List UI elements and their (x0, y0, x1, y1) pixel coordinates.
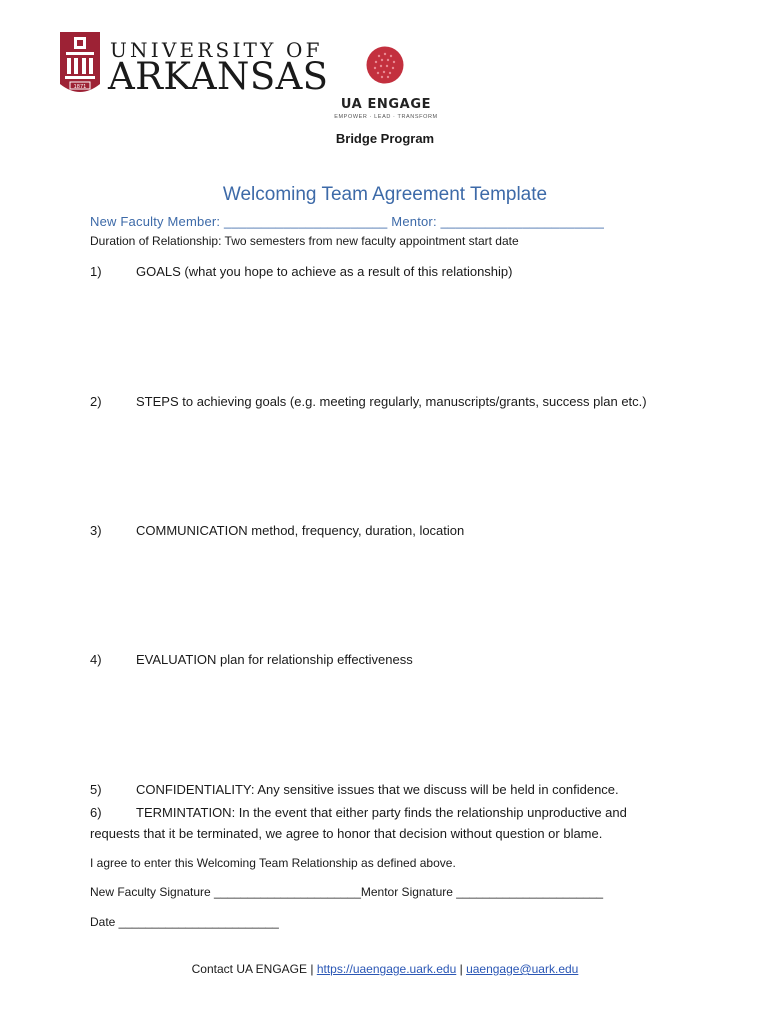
item-communication (90, 523, 464, 538)
termination-continuation: requests that it be terminated, we agree to honor that decision without question or blame. (90, 826, 603, 841)
engage-title: UA ENGAGE (340, 97, 432, 112)
item-evaluation (90, 652, 413, 667)
engage-dot-icon (366, 46, 404, 84)
university-line-2: ARKANSAS (108, 55, 329, 98)
item-number: 2) (90, 394, 102, 409)
contact-website-link[interactable]: https://uaengage.uark.edu (316, 962, 457, 976)
ua-engage-logo (330, 46, 442, 122)
item-text: EVALUATION plan for relationship effectiveness (136, 652, 413, 667)
contact-separator: | (456, 962, 467, 976)
item-text: CONFIDENTIALITY: Any sensitive issues that we discuss will be held in confidence. (136, 782, 619, 797)
item-termination (90, 805, 627, 820)
agreement-statement: I agree to enter this Welcoming Team Relationship as defined above. (90, 856, 456, 870)
engage-tagline: EMPOWER · LEAD · TRANSFORM (334, 114, 438, 120)
svg-text:1871: 1871 (73, 84, 87, 90)
faculty-mentor-line: New Faculty Member: ______________________ Mentor: ______________________ (90, 214, 605, 229)
university-of-arkansas-logo (58, 32, 329, 98)
program-name: Bridge Program (335, 131, 435, 146)
item-text: GOALS (what you hope to achieve as a result of this relationship) (136, 264, 513, 279)
item-confidentiality (90, 782, 619, 797)
contact-prefix: Contact UA ENGAGE | (191, 962, 317, 976)
contact-footer (0, 962, 770, 976)
item-number: 6) (90, 805, 102, 820)
item-number: 4) (90, 652, 102, 667)
item-steps (90, 394, 647, 409)
item-number: 5) (90, 782, 102, 797)
item-text: STEPS to achieving goals (e.g. meeting regularly, manuscripts/grants, success plan etc.) (136, 394, 647, 409)
university-line-1: UNIVERSITY OF (110, 38, 323, 62)
document-title: Welcoming Team Agreement Template (222, 184, 548, 205)
item-goals (90, 264, 512, 279)
date-line: Date ________________________ (90, 915, 279, 929)
contact-email-link[interactable]: uaengage@uark.edu (466, 962, 579, 976)
item-number: 1) (90, 264, 102, 279)
duration-line: Duration of Relationship: Two semesters from new faculty appointment start date (90, 234, 519, 248)
signature-lines: New Faculty Signature ______________________Mentor Signature ______________________ (90, 885, 604, 899)
item-text: TERMINTATION: In the event that either party finds the relationship unproductive and (136, 805, 627, 820)
old-main-seal-icon (58, 32, 102, 98)
item-number: 3) (90, 523, 102, 538)
item-text: COMMUNICATION method, frequency, duration, location (136, 523, 465, 538)
